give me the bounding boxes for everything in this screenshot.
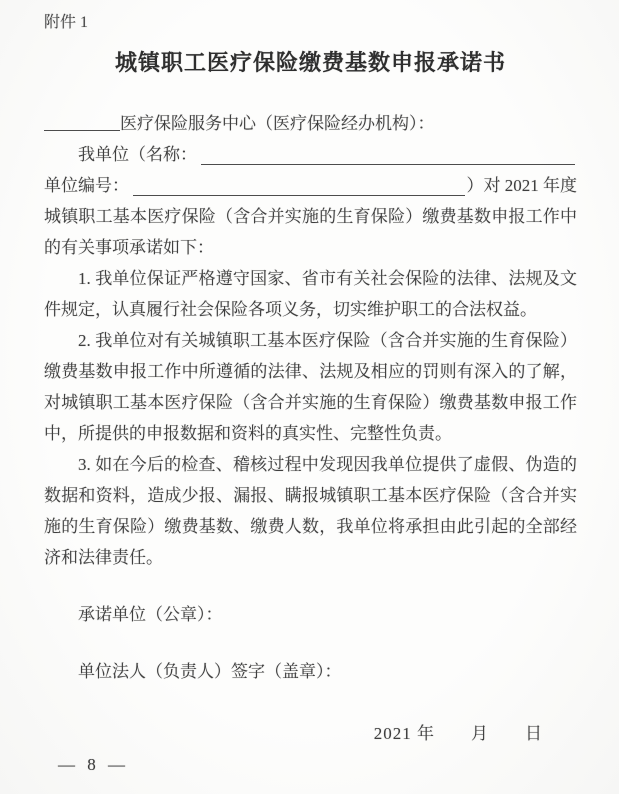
- page-number: — 8 —: [58, 755, 129, 774]
- recipient-text: 医疗保险服务中心（医疗保险经办机构）：: [120, 114, 435, 133]
- unit-name-line: [44, 139, 577, 170]
- unit-name-blank-field: [201, 164, 575, 165]
- intro-paragraph: 城镇职工基本医疗保险（含合并实施的生育保险）缴费基数申报工作中的有关事项承诺如下：: [44, 207, 577, 257]
- unit-code-suffix: ）对 2021 年度: [466, 176, 577, 195]
- unit-code-label: 单位编号：: [44, 176, 129, 195]
- signature-block: [44, 599, 577, 687]
- recipient-blank-field: [44, 130, 120, 131]
- date-line: 2021 年 月 日: [373, 724, 543, 743]
- commitment-paragraph-2: 2. 我单位对有关城镇职工基本医疗保险（含合并实施的生育保险）缴费基数申报工作中所遵循的法律、法规及相应的罚则有深入的了解，对城镇职工基本医疗保险（含合并实施的生育保险）缴费基数申报工作中，所提供的申报数据和资料的真实性、完整性负责。: [44, 331, 577, 443]
- unit-code-line: [44, 170, 577, 201]
- unit-name-label: 我单位（名称：: [78, 145, 197, 164]
- legal-person-signature-line: 单位法人（负责人）签字（盖章）：: [78, 662, 342, 681]
- recipient-line: [44, 108, 577, 139]
- attachment-label: 附件 1: [44, 14, 89, 31]
- commitment-paragraph-1: 1. 我单位保证严格遵守国家、省市有关社会保险的法律、法规及文件规定，认真履行社会保险各项义务，切实维护职工的合法权益。: [44, 269, 577, 319]
- commitment-paragraph-3: 3. 如在今后的检查、稽核过程中发现因我单位提供了虚假、伪造的数据和资料，造成少报、漏报、瞒报城镇职工基本医疗保险（含合并实施的生育保险）缴费基数、缴费人数，我单位将承担由此引起的全部经济和法律责任。: [44, 455, 577, 567]
- document-title: 城镇职工医疗保险缴费基数申报承诺书: [114, 50, 506, 75]
- unit-code-blank-field: [133, 195, 465, 196]
- unit-seal-line: 承诺单位（公章）：: [78, 605, 223, 624]
